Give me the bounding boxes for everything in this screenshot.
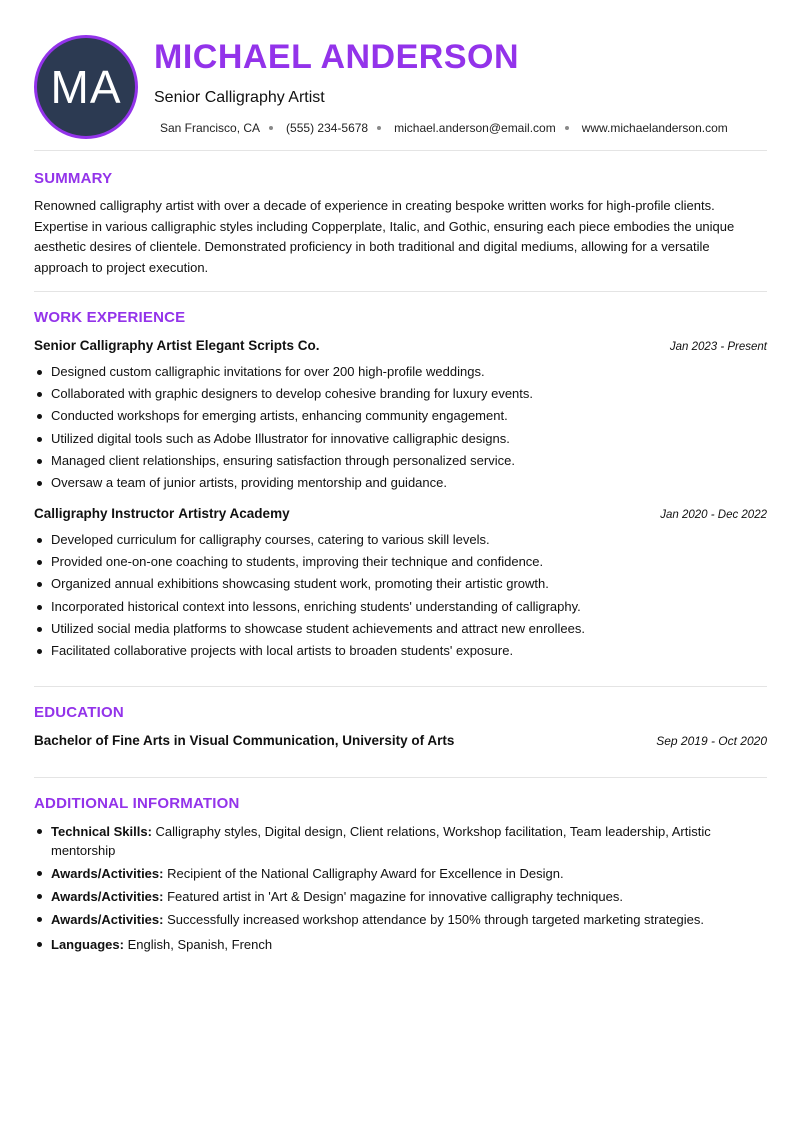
job-header	[34, 338, 767, 353]
additional-list	[34, 822, 767, 958]
experience-heading: WORK EXPERIENCE	[34, 309, 186, 326]
contact-email[interactable]: michael.anderson@email.com	[394, 121, 556, 135]
list-item: Utilized digital tools such as Adobe Illustrator for innovative calligraphic designs.	[34, 428, 767, 450]
info-value: Successfully increased workshop attendance by 150% through targeted marketing strategies.	[167, 912, 705, 927]
list-item: Utilized social media platforms to showcase student achievements and attract new enrollees.	[34, 618, 767, 640]
job-role: Senior Calligraphy Artist	[34, 338, 192, 353]
list-item: Oversaw a team of junior artists, providing mentorship and guidance.	[34, 472, 767, 494]
education-dates: Sep 2019 - Oct 2020	[656, 734, 767, 748]
info-value: English, Spanish, French	[127, 937, 273, 952]
section-divider	[34, 686, 767, 687]
info-label: Awards/Activities:	[51, 889, 164, 904]
job-company: Elegant Scripts Co.	[195, 338, 320, 353]
summary-text: Renowned calligraphy artist with over a decade of experience in creating bespoke written works for high-profile clients. Expertise in various calligraphic styles including Copperplate, Italic, and Gothic, ensuring each piece embodies the unique aesthetic desires of clientele. Demonstrated proficiency in both traditional and digital mediums, allowing for a versatile approach to project execution.	[34, 198, 735, 275]
list-item: Collaborated with graphic designers to develop cohesive branding for luxury events.	[34, 383, 767, 405]
separator-dot-icon	[269, 126, 273, 130]
list-item: Incorporated historical context into lessons, enriching students' understanding of calligraphy.	[34, 596, 767, 618]
info-label: Awards/Activities:	[51, 866, 164, 881]
contact-line	[160, 121, 728, 135]
candidate-name: MICHAEL ANDERSON	[154, 38, 520, 76]
section-divider	[34, 150, 767, 151]
info-label: Awards/Activities:	[51, 912, 164, 927]
education-entry	[34, 733, 767, 748]
list-item	[34, 864, 767, 883]
contact-phone: (555) 234-5678	[286, 121, 369, 135]
job-role: Calligraphy Instructor	[34, 506, 175, 521]
avatar-initials: MA	[50, 61, 122, 113]
section-divider	[34, 777, 767, 778]
separator-dot-icon	[565, 126, 569, 130]
info-value: Recipient of the National Calligraphy Award for Excellence in Design.	[167, 866, 564, 881]
section-divider	[34, 291, 767, 292]
info-label: Languages:	[51, 937, 124, 952]
list-item: Provided one-on-one coaching to students, improving their technique and confidence.	[34, 551, 767, 573]
candidate-title: Senior Calligraphy Artist	[154, 89, 325, 106]
contact-location: San Francisco, CA	[160, 121, 261, 135]
job-company: Artistry Academy	[178, 506, 290, 521]
education-degree: Bachelor of Fine Arts in Visual Communication, University of Arts	[34, 733, 455, 748]
list-item: Conducted workshops for emerging artists, enhancing community engagement.	[34, 405, 767, 427]
info-value: Featured artist in 'Art & Design' magazine for innovative calligraphy techniques.	[167, 889, 623, 904]
list-item: Designed custom calligraphic invitations for over 200 high-profile weddings.	[34, 361, 767, 383]
list-item	[34, 887, 767, 906]
avatar	[34, 35, 138, 139]
list-item	[34, 910, 767, 929]
separator-dot-icon	[377, 126, 381, 130]
summary-heading: SUMMARY	[34, 170, 113, 187]
job-bullets	[34, 361, 767, 494]
info-label: Technical Skills:	[51, 824, 152, 839]
job-header	[34, 506, 767, 521]
additional-heading: ADDITIONAL INFORMATION	[34, 795, 240, 812]
info-value: Calligraphy styles, Digital design, Client relations, Workshop facilitation, Team leadership, Artistic mentorship	[51, 824, 711, 858]
list-item: Managed client relationships, ensuring satisfaction through personalized service.	[34, 450, 767, 472]
education-heading: EDUCATION	[34, 704, 124, 721]
list-item	[34, 935, 767, 954]
job-bullets	[34, 529, 767, 662]
contact-website[interactable]: www.michaelanderson.com	[581, 121, 728, 135]
job-dates: Jan 2020 - Dec 2022	[660, 509, 767, 521]
list-item: Developed curriculum for calligraphy courses, catering to various skill levels.	[34, 529, 767, 551]
list-item	[34, 822, 767, 860]
list-item: Organized annual exhibitions showcasing student work, promoting their artistic growth.	[34, 573, 767, 595]
list-item: Facilitated collaborative projects with local artists to broaden students' exposure.	[34, 640, 767, 662]
job-dates: Jan 2023 - Present	[669, 341, 767, 353]
